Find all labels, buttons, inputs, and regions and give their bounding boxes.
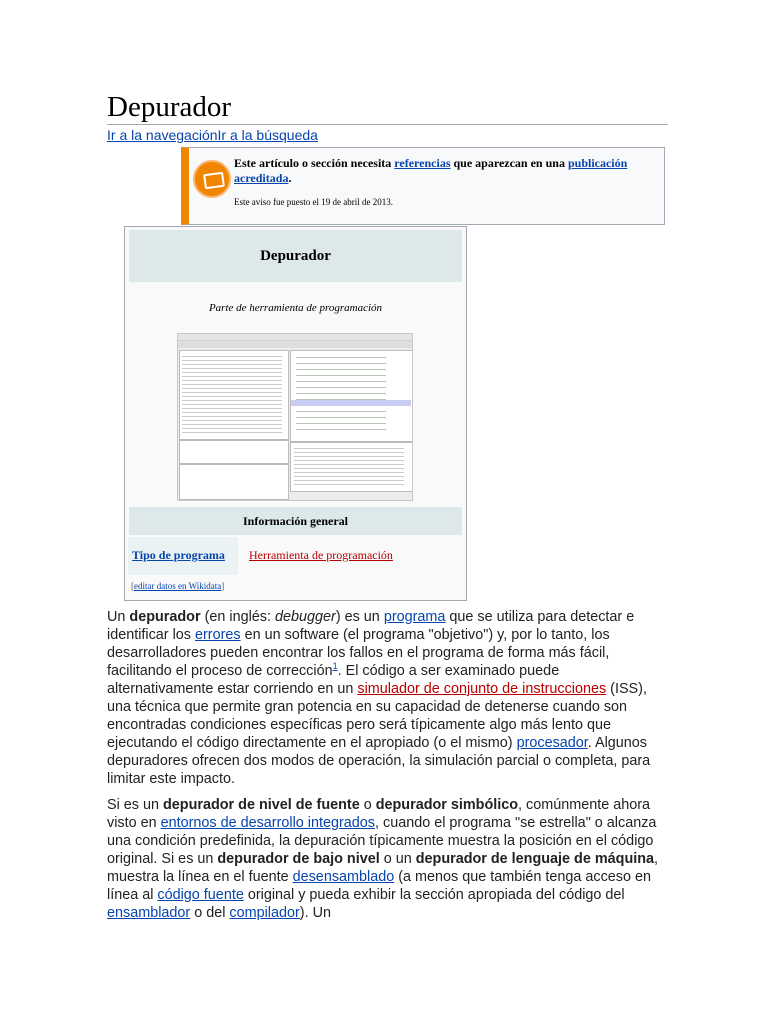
screenshot-source-lines — [296, 354, 386, 434]
references-notice — [181, 147, 665, 225]
notice-date: Este aviso fue puesto el 19 de abril de 2013. — [234, 197, 393, 207]
jump-links — [107, 127, 318, 144]
wikidata-edit: [editar datos en Wikidata] — [131, 581, 225, 591]
book-icon — [193, 160, 231, 198]
references-link[interactable]: referencias — [394, 156, 451, 170]
screenshot-console-lines — [294, 446, 404, 486]
page-title: Depurador — [107, 90, 668, 125]
compilador-link[interactable]: compilador — [229, 905, 300, 921]
screenshot-watch-panel — [179, 440, 289, 464]
edit-wikidata-link[interactable]: editar datos en Wikidata — [134, 581, 222, 591]
desensamblado-link[interactable]: desensamblado — [292, 869, 395, 885]
infobox-caption: Parte de herramienta de programación — [208, 302, 383, 314]
reference-1-link[interactable]: 1 — [332, 661, 338, 672]
screenshot-variables-lines — [182, 354, 282, 434]
infobox-heading: Depurador — [129, 230, 462, 282]
screenshot-stack-panel — [179, 464, 289, 500]
accredited-publication-link[interactable]: publicación acreditada — [234, 156, 628, 185]
infobox — [124, 226, 467, 601]
screenshot-current-line — [291, 400, 411, 406]
procesador-link[interactable]: procesador — [516, 735, 588, 751]
jump-to-navigation-link[interactable]: Ir a la navegación — [107, 127, 218, 143]
program-type-link[interactable]: Tipo de programa — [132, 548, 225, 562]
codigo-fuente-link[interactable]: código fuente — [157, 887, 244, 903]
paragraph-intro: Un depurador (en inglés: debugger) es un programa que se utiliza para detectar e identificar los errores en un software (el programa "objetivo") y, por lo tanto, los desarrolladores pueden encontrar los fallos en el programa de forma más fácil, facilitando el proceso de corrección$^1$. El código a ser examinado puede alternativamente estar corriendo en un simulador de conjunto de instrucciones (ISS), una técnica que permite gran potencia en su capacidad de detenerse cuando son encontradas condiciones específicas pero será típicamente algo más lento que ejecutando el código directamente en el apropiado (o el mismo) procesador. Algunos depuradores ofrecen dos modos de operación, la simulación parcial o completa, para limitar este impacto. — [107, 609, 651, 787]
screenshot-toolbar — [178, 341, 412, 348]
infobox-section-general: Información general — [129, 507, 462, 535]
paragraph-source-level: Si es un depurador de nivel de fuente o depurador simbólico, comúnmente ahora visto en entornos de desarrollo integrados, cuando el programa "se estrella" o alcanza una condición predefinida, la depuración típicamente muestra la posición en el código original. Si es un depurador de bajo nivel o un depurador de lenguaje de máquina, muestra la línea en el fuente desensamblado (a menos que también tenga acceso en línea al código fuente original y pueda exhibir la sección apropiada del código del ensamblador o del compilador). Un — [107, 797, 659, 921]
errores-link[interactable]: errores — [194, 627, 241, 643]
simulador-link[interactable]: simulador de conjunto de instrucciones — [357, 681, 607, 697]
notice-message: Este artículo o sección necesita referencias que aparezcan en una publicación acreditada. — [234, 156, 628, 185]
ensamblador-link[interactable]: ensamblador — [107, 905, 191, 921]
entornos-link[interactable]: entornos de desarrollo integrados — [160, 815, 375, 831]
programa-link[interactable]: programa — [383, 609, 446, 625]
debugger-screenshot[interactable] — [177, 333, 413, 501]
screenshot-menubar — [178, 334, 412, 341]
article-body — [107, 608, 665, 930]
infobox-row-label — [128, 537, 238, 575]
programming-tool-link[interactable]: Herramienta de programación — [249, 548, 393, 562]
jump-to-search-link[interactable]: Ir a la búsqueda — [217, 127, 318, 143]
